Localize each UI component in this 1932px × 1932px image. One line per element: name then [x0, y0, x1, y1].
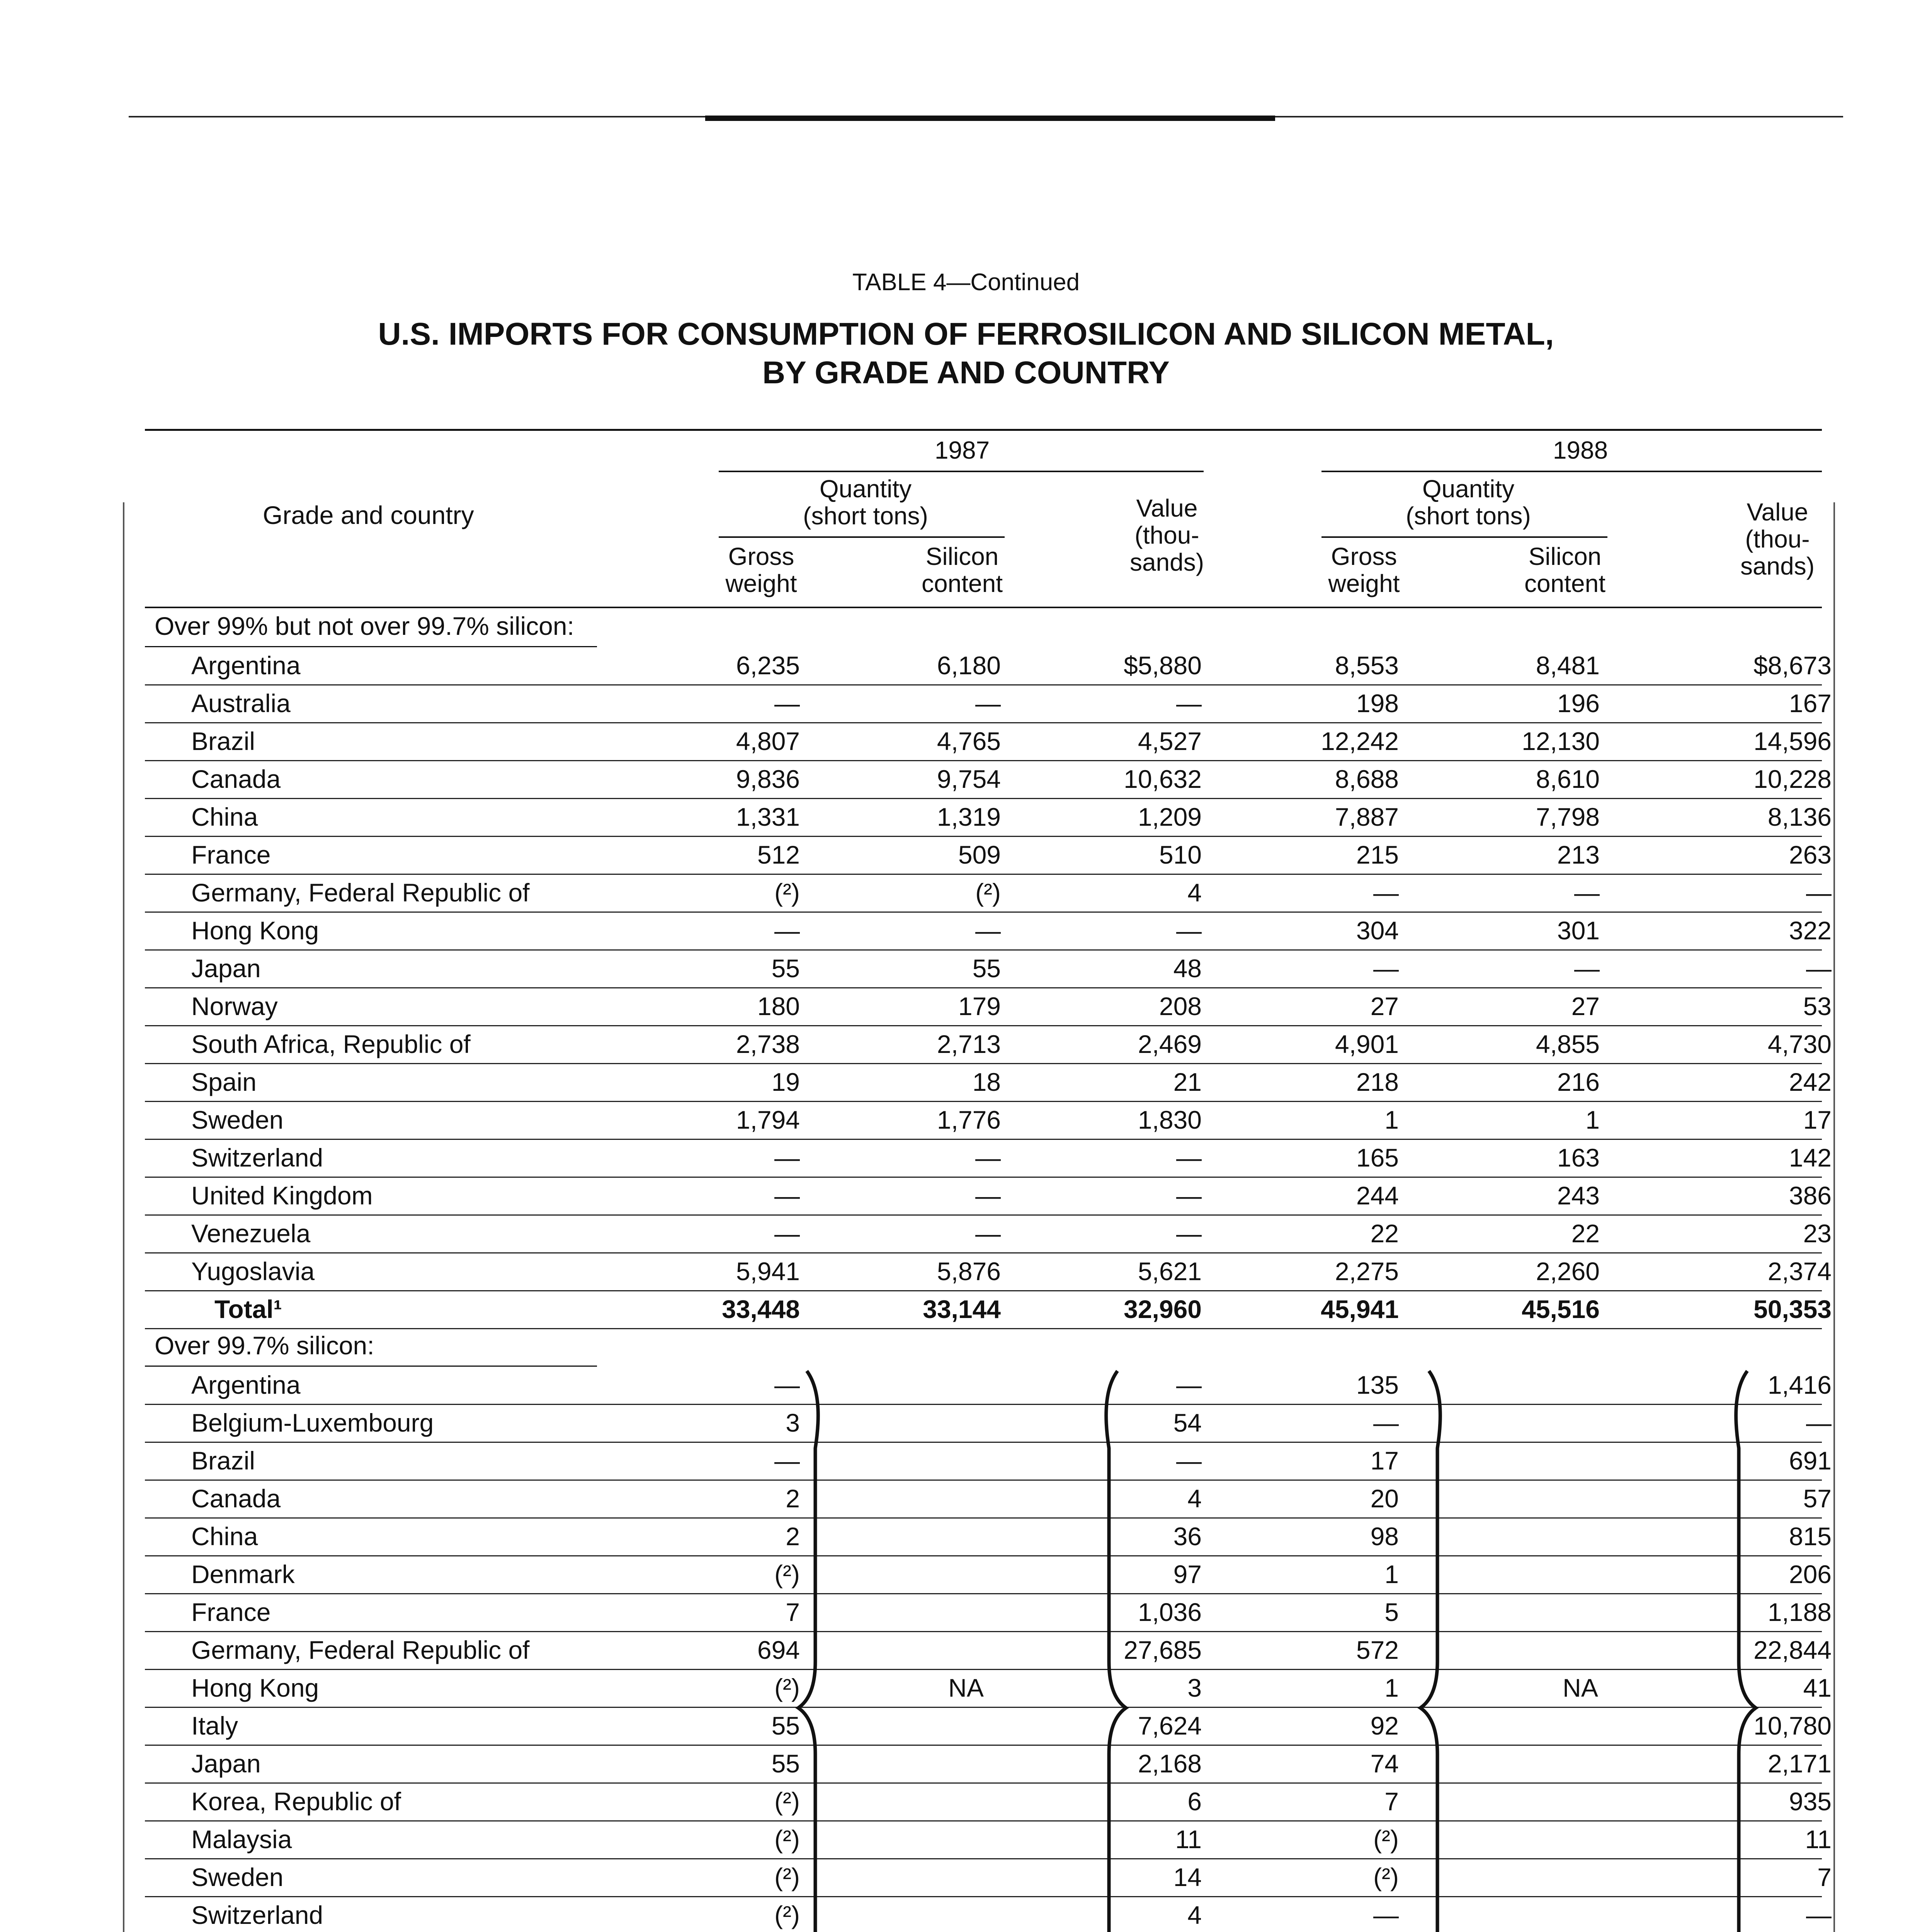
- quantity-label: Quantity: [819, 475, 912, 503]
- cell-v87: $5,880: [1124, 651, 1202, 680]
- cell-v88: 322: [1789, 916, 1832, 945]
- cell-v88: 22,844: [1753, 1636, 1832, 1664]
- quantity-1988-rule: [1321, 536, 1607, 538]
- header-bottom-rule: [145, 607, 1822, 608]
- cell-g87: 33,448: [722, 1295, 800, 1323]
- header-silicon-1988: [1488, 543, 1642, 597]
- cell-g88: 1: [1384, 1105, 1399, 1134]
- year-1987: 1987: [934, 436, 990, 464]
- cell-s88: 27: [1571, 992, 1600, 1020]
- row-label: South Africa, Republic of: [191, 1030, 471, 1058]
- cell-v88: $8,673: [1753, 651, 1832, 680]
- row-label: Norway: [191, 992, 278, 1020]
- cell-s87: 9,754: [937, 765, 1001, 793]
- cell-v87: 5,621: [1138, 1257, 1202, 1286]
- row-label: Yugoslavia: [191, 1257, 315, 1286]
- cell-v88: 206: [1789, 1560, 1832, 1588]
- cell-g87: (²): [774, 1787, 800, 1816]
- row-label: Switzerland: [191, 1143, 323, 1172]
- cell-g87: 2: [786, 1484, 800, 1513]
- cell-v88: —: [1806, 878, 1832, 907]
- cell-g88: 74: [1370, 1749, 1399, 1778]
- quantity-1987-rule: [719, 536, 1005, 538]
- cell-s87: 2,713: [937, 1030, 1001, 1058]
- cell-v87: 1,036: [1138, 1598, 1202, 1626]
- cell-v87: 54: [1173, 1408, 1202, 1437]
- cell-g87: —: [774, 1446, 800, 1475]
- table-row: [145, 1594, 1832, 1632]
- silicon-label: Silicon: [1528, 543, 1602, 570]
- cell-s87: —: [975, 1181, 1001, 1210]
- table-row: [145, 1859, 1832, 1897]
- table-row: [145, 1026, 1832, 1064]
- cell-g87: 694: [757, 1636, 800, 1664]
- cell-g88: 165: [1356, 1143, 1399, 1172]
- cell-s87: —: [975, 916, 1001, 945]
- row-label: Argentina: [191, 651, 301, 680]
- cell-g88: 45,941: [1321, 1295, 1399, 1323]
- cell-s88: 8,481: [1536, 651, 1600, 680]
- cell-v87: 7,624: [1138, 1711, 1202, 1740]
- table-row: [145, 648, 1832, 685]
- year-1988: 1988: [1553, 436, 1608, 464]
- cell-v87: 510: [1159, 840, 1202, 869]
- cell-s88: 196: [1557, 689, 1600, 718]
- cell-s88: —: [1574, 878, 1600, 907]
- table-row: [145, 1064, 1832, 1102]
- cell-v88: 1,188: [1767, 1598, 1832, 1626]
- cell-s87: (²): [975, 878, 1001, 907]
- cell-g87: (²): [774, 1673, 800, 1702]
- table-row: [145, 1784, 1832, 1821]
- cell-s87: 1,319: [937, 803, 1001, 831]
- cell-g88: 5: [1384, 1598, 1399, 1626]
- table-row: [145, 761, 1832, 799]
- cell-g88: 98: [1370, 1522, 1399, 1551]
- cell-s87: 6,180: [937, 651, 1001, 680]
- table-row: [145, 1519, 1832, 1556]
- row-label: Argentina: [191, 1371, 301, 1399]
- row-label: Korea, Republic of: [191, 1787, 401, 1816]
- cell-g88: 304: [1356, 916, 1399, 945]
- cell-v88: 167: [1789, 689, 1832, 718]
- row-label: Venezuela: [191, 1219, 311, 1248]
- na-label-1987: NA: [948, 1673, 984, 1702]
- row-label: Germany, Federal Republic of: [191, 878, 530, 907]
- cell-v87: 4: [1187, 1484, 1202, 1513]
- value-label: Value: [1136, 494, 1198, 522]
- row-label: Hong Kong: [191, 1673, 319, 1702]
- content-label: content: [1524, 570, 1605, 597]
- cell-g88: 8,688: [1335, 765, 1399, 793]
- cell-g87: —: [774, 1371, 800, 1399]
- cell-g87: 19: [771, 1068, 800, 1096]
- cell-v87: 10,632: [1124, 765, 1202, 793]
- cell-g88: 7,887: [1335, 803, 1399, 831]
- row-label: Italy: [191, 1711, 238, 1740]
- cell-v88: 2,374: [1767, 1257, 1832, 1286]
- row-label: Malaysia: [191, 1825, 292, 1854]
- cell-v87: 14: [1173, 1863, 1202, 1891]
- table-row: [145, 1178, 1832, 1216]
- year-1988-rule: [1321, 471, 1822, 472]
- table-row: [145, 875, 1832, 913]
- quantity-label: Quantity: [1422, 475, 1515, 503]
- cell-s88: 12,130: [1522, 727, 1600, 755]
- gross-label: Gross: [728, 543, 794, 570]
- weight-label: weight: [1328, 570, 1400, 597]
- cell-g88: 244: [1356, 1181, 1399, 1210]
- cell-g88: 27: [1370, 992, 1399, 1020]
- cell-s87: 4,765: [937, 727, 1001, 755]
- cell-v87: 32,960: [1124, 1295, 1202, 1323]
- cell-s88: 163: [1557, 1143, 1600, 1172]
- row-label: Spain: [191, 1068, 257, 1096]
- cell-v87: 4: [1187, 878, 1202, 907]
- cell-v88: 23: [1803, 1219, 1832, 1248]
- cell-g88: 215: [1356, 840, 1399, 869]
- cell-v87: —: [1176, 1446, 1202, 1475]
- row-label: Denmark: [191, 1560, 295, 1588]
- row-rule: [145, 1328, 1822, 1329]
- cell-s88: 4,855: [1536, 1030, 1600, 1058]
- section-heading: Over 99% but not over 99.7% silicon:: [155, 612, 574, 640]
- row-label: Sweden: [191, 1105, 284, 1134]
- section-heading-rule: [145, 646, 597, 647]
- row-label: Brazil: [191, 727, 255, 755]
- header-value-1987: [1090, 495, 1244, 576]
- cell-s87: 1,776: [937, 1105, 1001, 1134]
- cell-g87: 55: [771, 954, 800, 983]
- cell-g87: 9,836: [736, 765, 800, 793]
- value-unit-a: (thou-: [1134, 521, 1199, 549]
- section-heading: Over 99.7% silicon:: [155, 1331, 374, 1360]
- cell-g88: 2,275: [1335, 1257, 1399, 1286]
- table-row: [145, 1556, 1832, 1594]
- row-label: China: [191, 1522, 258, 1551]
- cell-v88: 4,730: [1767, 1030, 1832, 1058]
- cell-g88: 4,901: [1335, 1030, 1399, 1058]
- cell-v87: —: [1176, 1143, 1202, 1172]
- row-label: Switzerland: [191, 1901, 323, 1929]
- margin-line-right: [1833, 502, 1835, 1932]
- cell-g88: —: [1373, 878, 1399, 907]
- cell-s88: 22: [1571, 1219, 1600, 1248]
- header-quantity-1987: [734, 475, 997, 529]
- cell-v88: 11: [1805, 1825, 1832, 1854]
- table-row: [145, 951, 1832, 988]
- row-label: Hong Kong: [191, 916, 319, 945]
- header-silicon-1987: [885, 543, 1039, 597]
- cell-g87: —: [774, 1181, 800, 1210]
- table-row: [145, 1405, 1832, 1443]
- cell-g87: 55: [771, 1711, 800, 1740]
- cell-v87: 4: [1187, 1901, 1202, 1929]
- cell-g88: 20: [1370, 1484, 1399, 1513]
- table-row: [145, 799, 1832, 837]
- cell-s88: 8,610: [1536, 765, 1600, 793]
- header-gross-1987: [684, 543, 838, 597]
- cell-g87: (²): [774, 1560, 800, 1588]
- cell-v87: —: [1176, 689, 1202, 718]
- cell-g88: 22: [1370, 1219, 1399, 1248]
- cell-s87: 179: [958, 992, 1001, 1020]
- row-label: Total¹: [214, 1295, 282, 1323]
- cell-g87: (²): [774, 1863, 800, 1891]
- cell-v87: 1,209: [1138, 803, 1202, 831]
- cell-g88: —: [1373, 1901, 1399, 1929]
- cell-g87: (²): [774, 1901, 800, 1929]
- quantity-unit: (short tons): [1406, 502, 1531, 530]
- cell-v87: 27,685: [1124, 1636, 1202, 1664]
- cell-v87: 2,469: [1138, 1030, 1202, 1058]
- cell-g88: (²): [1373, 1863, 1399, 1891]
- value-unit-b: sands): [1740, 552, 1815, 580]
- row-label: Sweden: [191, 1863, 284, 1891]
- cell-s88: 2,260: [1536, 1257, 1600, 1286]
- margin-line-left: [123, 502, 124, 1932]
- table-row: [145, 988, 1832, 1026]
- header-value-1988: [1700, 498, 1855, 580]
- cell-g87: (²): [774, 878, 800, 907]
- table-title: [0, 315, 1932, 392]
- cell-s87: 55: [972, 954, 1001, 983]
- cell-s88: 1: [1585, 1105, 1600, 1134]
- table-row: [145, 1821, 1832, 1859]
- row-label: Japan: [191, 954, 261, 983]
- cell-v88: 2,171: [1767, 1749, 1832, 1778]
- cell-v88: 242: [1789, 1068, 1832, 1096]
- cell-v87: 208: [1159, 992, 1202, 1020]
- cell-g88: 92: [1370, 1711, 1399, 1740]
- cell-g87: —: [774, 1143, 800, 1172]
- gross-label: Gross: [1331, 543, 1397, 570]
- cell-v88: 57: [1803, 1484, 1832, 1513]
- cell-v88: —: [1806, 1408, 1832, 1437]
- cell-g87: 55: [771, 1749, 800, 1778]
- header-grade-and-country: Grade and country: [263, 501, 474, 529]
- cell-v88: 41: [1803, 1673, 1832, 1702]
- cell-v87: 6: [1187, 1787, 1202, 1816]
- section-heading-rule: [145, 1366, 597, 1367]
- cell-v88: 386: [1789, 1181, 1832, 1210]
- cell-s88: 7,798: [1536, 803, 1600, 831]
- cell-g88: —: [1373, 1408, 1399, 1437]
- row-label: France: [191, 1598, 271, 1626]
- cell-g88: 12,242: [1321, 727, 1399, 755]
- cell-v88: —: [1806, 954, 1832, 983]
- cell-v88: 815: [1789, 1522, 1832, 1551]
- cell-g88: 17: [1370, 1446, 1399, 1475]
- cell-g88: 572: [1356, 1636, 1399, 1664]
- cell-g87: 512: [757, 840, 800, 869]
- cell-g88: 1: [1384, 1673, 1399, 1702]
- cell-g87: 7: [786, 1598, 800, 1626]
- content-label: content: [922, 570, 1003, 597]
- cell-g87: 3: [786, 1408, 800, 1437]
- cell-v87: 36: [1173, 1522, 1202, 1551]
- cell-g87: 4,807: [736, 727, 800, 755]
- cell-s87: 18: [972, 1068, 1001, 1096]
- cell-v88: —: [1806, 1901, 1832, 1929]
- row-label: Belgium-Luxembourg: [191, 1408, 434, 1437]
- table-row: [145, 913, 1832, 951]
- na-label-1988: NA: [1563, 1673, 1598, 1702]
- cell-v88: 53: [1803, 992, 1832, 1020]
- cell-v87: —: [1176, 916, 1202, 945]
- row-label: Brazil: [191, 1446, 255, 1475]
- cell-g88: 135: [1356, 1371, 1399, 1399]
- table-row: [145, 1216, 1832, 1253]
- cell-g88: 7: [1384, 1787, 1399, 1816]
- cell-v88: 7: [1817, 1863, 1832, 1891]
- year-1987-rule: [719, 471, 1204, 472]
- table-row: [145, 1443, 1832, 1481]
- cell-s88: 243: [1557, 1181, 1600, 1210]
- table-top-rule: [145, 429, 1822, 431]
- cell-v87: —: [1176, 1371, 1202, 1399]
- row-label: Canada: [191, 765, 281, 793]
- cell-s87: —: [975, 689, 1001, 718]
- row-label: Canada: [191, 1484, 281, 1513]
- cell-g87: —: [774, 1219, 800, 1248]
- cell-g88: (²): [1373, 1825, 1399, 1854]
- total-row: [145, 1291, 1832, 1329]
- table-row: [145, 837, 1832, 875]
- table-row: [145, 1253, 1832, 1291]
- row-label: France: [191, 840, 271, 869]
- cell-v87: 3: [1187, 1673, 1202, 1702]
- cell-v88: 50,353: [1753, 1295, 1832, 1323]
- cell-v87: 97: [1173, 1560, 1202, 1588]
- cell-v88: 14,596: [1753, 727, 1832, 755]
- table-label: TABLE 4—Continued: [852, 269, 1080, 296]
- cell-v88: 1,416: [1767, 1371, 1832, 1399]
- table-row: [145, 723, 1832, 761]
- table-row: [145, 1481, 1832, 1519]
- cell-g88: 8,553: [1335, 651, 1399, 680]
- cell-v88: 10,780: [1753, 1711, 1832, 1740]
- cell-v87: 4,527: [1138, 727, 1202, 755]
- cell-s87: 5,876: [937, 1257, 1001, 1286]
- table-row: [145, 1897, 1832, 1932]
- row-label: Japan: [191, 1749, 261, 1778]
- cell-v87: 11: [1175, 1825, 1202, 1854]
- value-unit-a: (thou-: [1745, 525, 1810, 553]
- cell-v87: 2,168: [1138, 1749, 1202, 1778]
- cell-s88: 45,516: [1522, 1295, 1600, 1323]
- cell-g88: 1: [1384, 1560, 1399, 1588]
- header-quantity-1988: [1337, 475, 1600, 529]
- table-row: [145, 1367, 1832, 1405]
- table-title-line1: U.S. IMPORTS FOR CONSUMPTION OF FERROSILICON AND SILICON METAL,: [378, 316, 1554, 352]
- table-row: [145, 1708, 1832, 1746]
- cell-s88: 213: [1557, 840, 1600, 869]
- weight-label: weight: [725, 570, 797, 597]
- header-gross-1988: [1287, 543, 1441, 597]
- cell-g87: 2,738: [736, 1030, 800, 1058]
- table-row: [145, 1140, 1832, 1178]
- cell-s88: 301: [1557, 916, 1600, 945]
- table-row: [145, 1102, 1832, 1140]
- table-row: [145, 1632, 1832, 1670]
- cell-v87: 21: [1173, 1068, 1202, 1096]
- cell-g87: 6,235: [736, 651, 800, 680]
- cell-v87: —: [1176, 1219, 1202, 1248]
- cell-s88: 216: [1557, 1068, 1600, 1096]
- value-label: Value: [1747, 498, 1808, 526]
- cell-s87: —: [975, 1143, 1001, 1172]
- cell-g87: 180: [757, 992, 800, 1020]
- cell-g87: 1,794: [736, 1105, 800, 1134]
- cell-v88: 8,136: [1767, 803, 1832, 831]
- cell-g88: 218: [1356, 1068, 1399, 1096]
- cell-v88: 142: [1789, 1143, 1832, 1172]
- cell-s87: 33,144: [923, 1295, 1001, 1323]
- cell-v88: 263: [1789, 840, 1832, 869]
- quantity-unit: (short tons): [803, 502, 928, 530]
- cell-g88: —: [1373, 954, 1399, 983]
- cell-v88: 691: [1789, 1446, 1832, 1475]
- cell-s88: —: [1574, 954, 1600, 983]
- table-title-line2: BY GRADE AND COUNTRY: [762, 355, 1170, 390]
- cell-g88: 198: [1356, 689, 1399, 718]
- cell-v87: 48: [1173, 954, 1202, 983]
- cell-v88: 17: [1803, 1105, 1832, 1134]
- row-label: China: [191, 803, 258, 831]
- row-label: United Kingdom: [191, 1181, 373, 1210]
- cell-s87: 509: [958, 840, 1001, 869]
- table-row: [145, 685, 1832, 723]
- top-rule-thick: [705, 116, 1275, 121]
- value-unit-b: sands): [1129, 548, 1204, 576]
- silicon-label: Silicon: [925, 543, 999, 570]
- cell-v88: 10,228: [1753, 765, 1832, 793]
- cell-s87: —: [975, 1219, 1001, 1248]
- cell-g87: —: [774, 916, 800, 945]
- cell-g87: (²): [774, 1825, 800, 1854]
- cell-g87: 5,941: [736, 1257, 800, 1286]
- cell-v87: 1,830: [1138, 1105, 1202, 1134]
- row-label: Germany, Federal Republic of: [191, 1636, 530, 1664]
- row-label: Australia: [191, 689, 291, 718]
- cell-g87: —: [774, 689, 800, 718]
- cell-v88: 935: [1789, 1787, 1832, 1816]
- cell-v87: —: [1176, 1181, 1202, 1210]
- table-row: [145, 1746, 1832, 1784]
- cell-g87: 2: [786, 1522, 800, 1551]
- cell-g87: 1,331: [736, 803, 800, 831]
